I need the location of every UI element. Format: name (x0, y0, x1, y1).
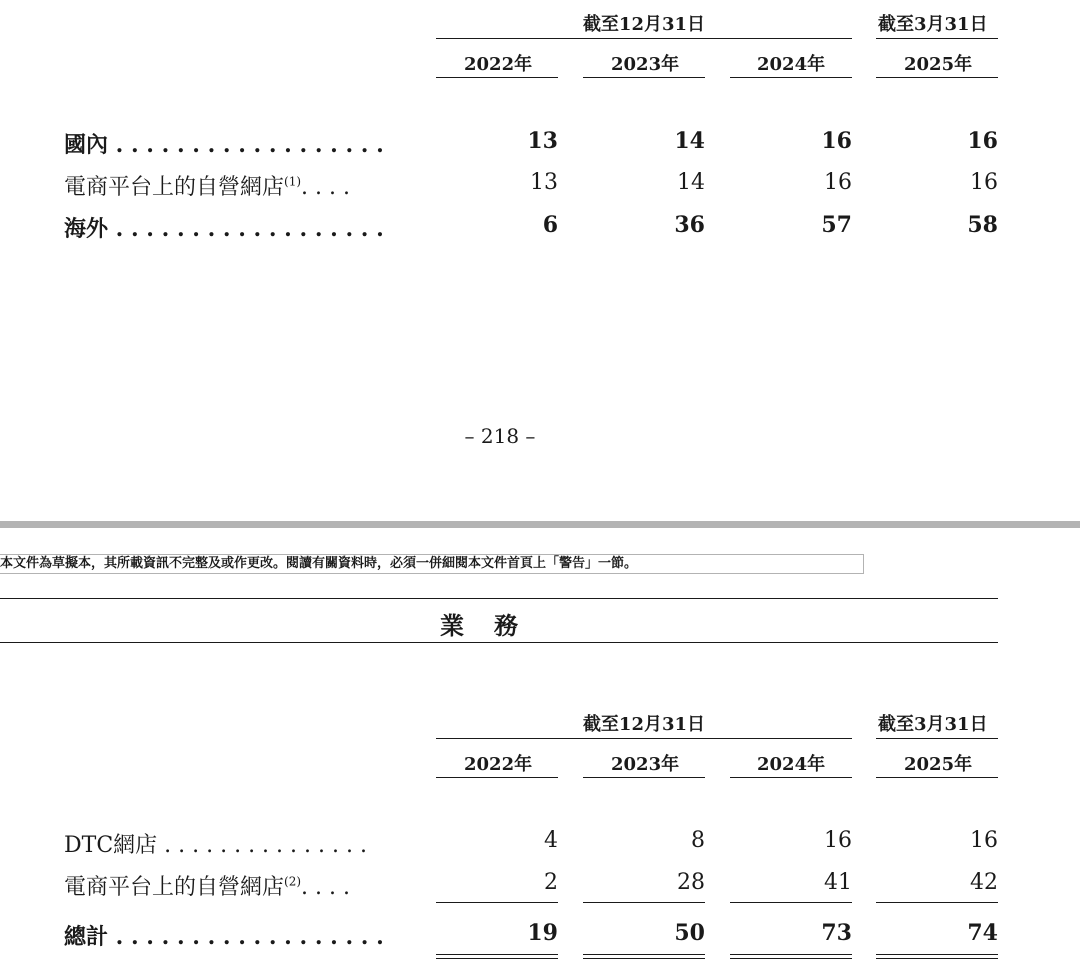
total-rule-upper (730, 954, 852, 955)
value-cell: 4 (544, 828, 558, 853)
year-underline (436, 77, 558, 78)
total-rule-upper (876, 954, 998, 955)
value-cell: 13 (527, 128, 558, 154)
group-underline (436, 38, 852, 39)
row-label-total: 總計 . . . . . . . . . . . . . . . . . . (64, 924, 384, 950)
value-cell: 16 (970, 828, 998, 853)
value-cell: 58 (967, 212, 998, 238)
year-header-2022: 2022年 (464, 54, 533, 75)
total-rule-lower (436, 958, 558, 959)
year-underline (436, 777, 558, 778)
subtotal-rule (583, 902, 705, 903)
value-cell: 57 (821, 212, 852, 238)
year-header-2023: 2023年 (611, 754, 680, 775)
group-header-dec31: 截至12月31日 (582, 14, 706, 35)
group-header-dec31: 截至12月31日 (582, 714, 706, 735)
year-header-2022: 2022年 (464, 754, 533, 775)
value-cell: 50 (674, 920, 705, 946)
year-header-2025: 2025年 (904, 54, 973, 75)
subtotal-rule (730, 902, 852, 903)
value-cell: 73 (821, 920, 852, 946)
value-cell: 16 (821, 128, 852, 154)
year-header-2023: 2023年 (611, 54, 680, 75)
value-cell: 41 (824, 870, 852, 895)
year-underline (583, 77, 705, 78)
page-number: – 218 – (464, 424, 536, 448)
value-cell: 19 (527, 920, 558, 946)
value-cell: 13 (530, 170, 558, 195)
value-cell: 16 (967, 128, 998, 154)
subtotal-rule (876, 902, 998, 903)
row-label-ecommerce-stores: 電商平台上的自營網店$^{(1)}$. . . . (64, 174, 350, 200)
year-underline (730, 77, 852, 78)
total-rule-lower (730, 958, 852, 959)
total-rule-upper (436, 954, 558, 955)
value-cell: 8 (691, 828, 705, 853)
group-underline-right (876, 38, 998, 39)
section-rule-top (0, 598, 998, 599)
group-underline (436, 738, 852, 739)
section-title: 業務 (440, 611, 548, 640)
value-cell: 74 (967, 920, 998, 946)
year-underline (876, 777, 998, 778)
year-header-2024: 2024年 (757, 754, 826, 775)
value-cell: 42 (970, 870, 998, 895)
subtotal-rule (436, 902, 558, 903)
value-cell: 16 (824, 170, 852, 195)
year-underline (876, 77, 998, 78)
row-label-overseas: 海外 . . . . . . . . . . . . . . . . . . (64, 216, 384, 242)
value-cell: 16 (824, 828, 852, 853)
row-label-dtc-stores: DTC網店 . . . . . . . . . . . . . . . (64, 833, 367, 858)
total-rule-lower (876, 958, 998, 959)
year-underline (583, 777, 705, 778)
group-underline-right (876, 738, 998, 739)
row-label-ecommerce-stores: 電商平台上的自營網店$^{(2)}$. . . . (64, 874, 350, 900)
draft-notice: 本文件為草擬本，其所載資訊不完整及或作更改。閱讀有關資料時，必須一併細閱本文件首頁上「警告」一節。 (0, 554, 864, 574)
value-cell: 6 (542, 212, 558, 238)
row-label-domestic: 國內 . . . . . . . . . . . . . . . . . . (64, 132, 384, 158)
group-header-mar31: 截至3月31日 (878, 714, 988, 735)
total-rule-upper (583, 954, 705, 955)
value-cell: 16 (970, 170, 998, 195)
value-cell: 14 (677, 170, 705, 195)
group-header-mar31: 截至3月31日 (878, 14, 988, 35)
year-header-2024: 2024年 (757, 54, 826, 75)
value-cell: 2 (544, 870, 558, 895)
page-divider (0, 521, 1080, 528)
value-cell: 14 (674, 128, 705, 154)
year-underline (730, 777, 852, 778)
value-cell: 28 (677, 870, 705, 895)
year-header-2025: 2025年 (904, 754, 973, 775)
section-rule-bottom (0, 642, 998, 643)
total-rule-lower (583, 958, 705, 959)
value-cell: 36 (674, 212, 705, 238)
